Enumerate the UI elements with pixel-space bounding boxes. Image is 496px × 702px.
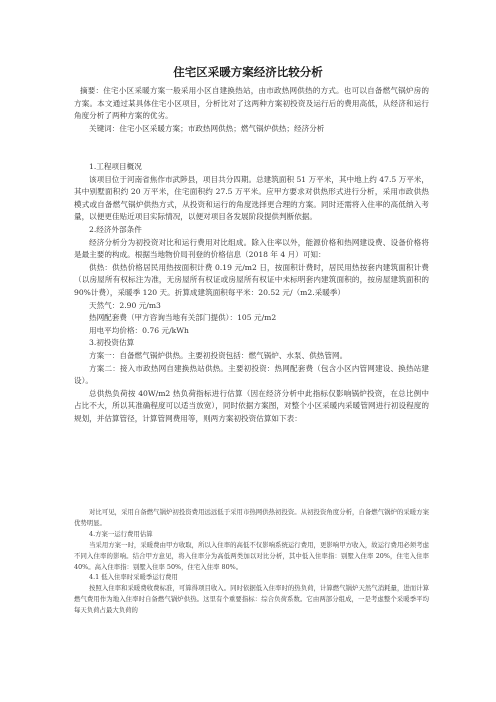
heading-economic-conditions: 2.经济外部条件 <box>89 224 142 234</box>
heading-operating-cost: 4.方案一运行费用估算 <box>89 529 153 538</box>
body-section <box>74 161 429 425</box>
paragraph-gas-price: 天然气：2.90 元/m3 <box>89 300 161 310</box>
paragraph-scheme-two: 方案二：接入市政热网自建换热站供热。主要初投资：热网配套费（包含小区内管网建设、换热站建设）。 <box>74 363 429 386</box>
paragraph-network-fee: 热网配套费（甲方咨询当地有关部门提供）：105 元/m2 <box>89 313 277 323</box>
paragraph-heating-price: 供热：供热价格居民用热按面积计费 0.19 元/m2 日，按面积计费时，居民用热按套内建筑面积计费（以房屋所有权标注为准，无房屋所有权证或房屋所有权证中未标明套内建筑面积的，按房屋建筑面积的90%计费），采暖季 120 天。折算成建筑面积每平米：20.52 元/（m2.采暖季） <box>74 262 429 297</box>
abstract-section <box>74 85 429 135</box>
paragraph-low-occupancy: 按照入住率和采暖费收费标准，可算得项目收入。同时依据低入住率时的热负荷，计算燃气锅炉天然气消耗量，进而计算燃气费用作为地入住率时自备燃气锅炉供热。这里有个重要指标：综合负荷系数。它由两部分组成，一是考虑整个采暖季平均每天负荷占最大负荷的 <box>74 584 429 615</box>
paragraph-load-estimate: 总供热负荷按 40W/m2 热负荷指标进行估算（因在经济分析中此指标仅影响锅炉投资，在总比例中占比不大，所以其准确程度可以适当放宽），同时依据方案图，对整个小区采暖内采暖管网进行初设程度的规划，并估算管径，计算管网费用等，则两方案初投资估算如下表： <box>74 388 429 423</box>
paragraph-electricity-price: 用电平均价格：0.76 元/kWh <box>89 325 189 335</box>
paragraph-occupancy: 当采用方案一时，采暖费由甲方收取，所以入住率的高低不仅影响系统运行费用，更影响甲方收入，故运行费用必须考虑不同入住率的影响。结合甲方意见，将入住率分为高低两类加以对比分析，其中低入住率指：别墅入住率 20%，住宅入住率 40%。高入住率指：别墅入住率 50%，住宅入住率 80%。 <box>74 540 429 571</box>
paragraph-scheme-one: 方案一：自备燃气锅炉供热。主要初投资包括：燃气锅炉、水泵、供热管网。 <box>89 350 348 360</box>
keywords-text: 关键词：住宅小区采暖方案；市政热网供热；燃气锅炉供热；经济分析 <box>89 123 325 133</box>
heading-low-occupancy: 4.1 低入住率时采暖季运行费用 <box>89 573 178 582</box>
abstract-text: 摘要：住宅小区采暖方案一般采用小区自建换热站，由市政热网供热的方式。也可以自备燃气锅炉房的方案。本文通过某具体住宅小区项目，分析比对了这两种方案初投资及运行后的费用高低，从经济和运行角度分析了两种方案的优劣。 <box>74 86 429 121</box>
heading-project-overview: 1.工程项目概况 <box>89 162 142 171</box>
paragraph-project-overview: 该项目位于河南省焦作市武陟县，项目共分四期。总建筑面积 51 万平米，其中地上约 47.5 万平米，其中别墅面积约 20 万平米，住宅面积约 27.5 万平米。应甲方要求对供热形式进行分析，采用市政供热模式或自备燃气锅炉供热方式，从投资和运行的角度选择更合理的方案。同时还需将入住率的高低纳入考量，以便更佳贴近项目实际情况，以便对项目各发展阶段提供判断依据。 <box>74 174 429 222</box>
heading-initial-investment: 3.初投资估算 <box>89 338 135 348</box>
document-title: 住宅区采暖方案经济比较分析 <box>173 65 323 79</box>
paragraph-economic-intro: 经济分析分为初投资对比和运行费用对比组成。除入住率以外，能源价格和热网建设费、设备价格将是最主要的构成。根据当地物价局刊登的价格信息（2018 年 4 月）可知： <box>74 237 429 260</box>
lower-section <box>74 507 429 616</box>
paragraph-comparison: 对比可见，采用自备燃气锅炉初投资费用远远低于采用市热网供热初投资。从初投资角度分析，自备燃气锅炉的采暖方案优势明显。 <box>74 508 429 527</box>
